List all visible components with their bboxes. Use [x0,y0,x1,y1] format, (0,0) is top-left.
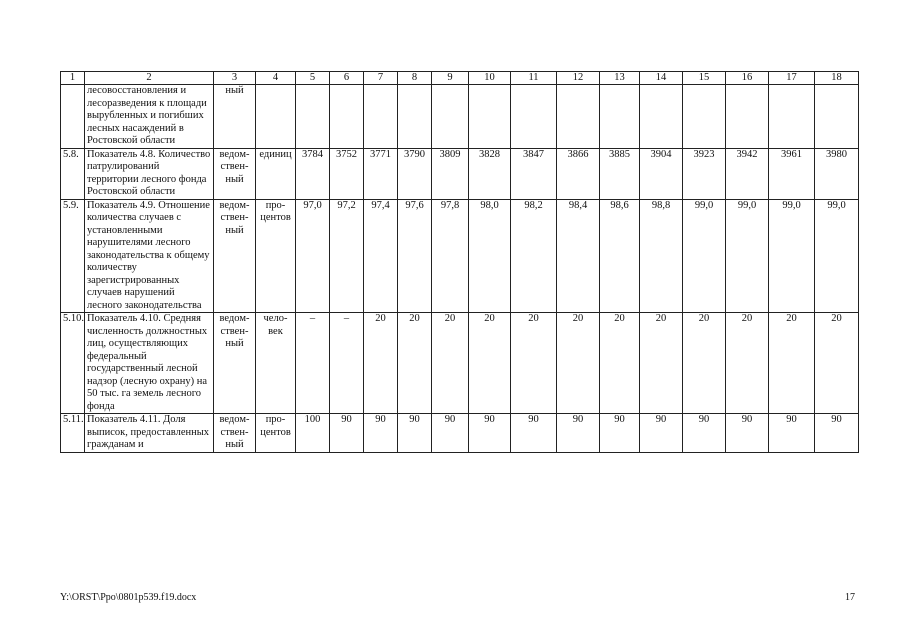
table-row [61,313,859,414]
year-value-cell [469,85,511,149]
year-value-cell: 90 [769,414,815,453]
year-value-cell: 20 [511,313,557,414]
column-number-1: 1 [61,72,85,85]
year-value-cell: 99,0 [726,199,769,313]
table-row [61,148,859,199]
column-number-14: 14 [640,72,683,85]
year-value-cell: 97,4 [364,199,398,313]
year-value-cell: 20 [815,313,859,414]
year-value-cell: 98,8 [640,199,683,313]
indicator-name-cell: Показатель 4.9. Отношение количества случаев с установленными нарушителями лесного законодательства к общему количеству зарегистрированных случаев нарушений лесного законодательства [85,199,214,313]
table-row [61,85,859,149]
year-value-cell: 20 [683,313,726,414]
year-value-cell: 3752 [330,148,364,199]
year-value-cell [640,85,683,149]
year-value-cell: 90 [398,414,432,453]
indicator-name-cell: Показатель 4.11. Доля выписок, предоставленных гражданам и [85,414,214,453]
unit-cell [256,85,296,149]
year-value-cell: 3885 [600,148,640,199]
year-value-cell: 3961 [769,148,815,199]
year-value-cell: 20 [557,313,600,414]
year-value-cell: 99,0 [769,199,815,313]
indicator-name-cell: Показатель 4.10. Средняя численность должностных лиц, осуществляющих федеральный государственный лесной надзор (лесную охрану) на 50 тыс. га земель лесного фонда [85,313,214,414]
row-number-cell: 5.9. [61,199,85,313]
row-number-cell: 5.11. [61,414,85,453]
page-number: 17 [845,592,855,603]
indicators-table [60,71,859,453]
year-value-cell: 98,4 [557,199,600,313]
indicator-name-cell: Показатель 4.8. Количество патрулирований территории лесного фонда Ростовской области [85,148,214,199]
year-value-cell [557,85,600,149]
indicator-type-cell: ный [214,85,256,149]
year-value-cell: 3784 [296,148,330,199]
year-value-cell: 90 [330,414,364,453]
year-value-cell: 99,0 [815,199,859,313]
column-number-2: 2 [85,72,214,85]
year-value-cell: – [330,313,364,414]
year-value-cell: 90 [557,414,600,453]
column-number-10: 10 [469,72,511,85]
year-value-cell: 3942 [726,148,769,199]
column-number-16: 16 [726,72,769,85]
year-value-cell: 90 [469,414,511,453]
year-value-cell: 90 [511,414,557,453]
year-value-cell: 90 [600,414,640,453]
year-value-cell [726,85,769,149]
year-value-cell: 3828 [469,148,511,199]
year-value-cell: 3923 [683,148,726,199]
column-number-6: 6 [330,72,364,85]
column-number-17: 17 [769,72,815,85]
year-value-cell: 3904 [640,148,683,199]
column-number-13: 13 [600,72,640,85]
year-value-cell: 97,2 [330,199,364,313]
indicator-type-cell: ведом-ствен-ный [214,148,256,199]
year-value-cell [769,85,815,149]
unit-cell: чело-век [256,313,296,414]
year-value-cell [683,85,726,149]
column-number-5: 5 [296,72,330,85]
year-value-cell: 3771 [364,148,398,199]
year-value-cell: 97,0 [296,199,330,313]
row-number-cell: 5.8. [61,148,85,199]
year-value-cell [364,85,398,149]
column-number-18: 18 [815,72,859,85]
year-value-cell: 98,6 [600,199,640,313]
year-value-cell: 20 [726,313,769,414]
column-number-4: 4 [256,72,296,85]
column-number-11: 11 [511,72,557,85]
year-value-cell: – [296,313,330,414]
year-value-cell: 98,0 [469,199,511,313]
year-value-cell: 99,0 [683,199,726,313]
year-value-cell: 3790 [398,148,432,199]
year-value-cell: 20 [432,313,469,414]
year-value-cell: 98,2 [511,199,557,313]
unit-cell: про-центов [256,199,296,313]
year-value-cell: 3866 [557,148,600,199]
row-number-cell: 5.10. [61,313,85,414]
year-value-cell: 100 [296,414,330,453]
column-number-7: 7 [364,72,398,85]
row-number-cell [61,85,85,149]
year-value-cell [330,85,364,149]
unit-cell: про-центов [256,414,296,453]
unit-cell: единиц [256,148,296,199]
year-value-cell: 97,6 [398,199,432,313]
year-value-cell: 90 [432,414,469,453]
column-number-3: 3 [214,72,256,85]
year-value-cell: 90 [683,414,726,453]
year-value-cell [815,85,859,149]
year-value-cell: 20 [364,313,398,414]
footer-file-path: Y:\ORST\Ppo\0801p539.f19.docx [60,592,197,603]
year-value-cell: 3809 [432,148,469,199]
year-value-cell [398,85,432,149]
column-number-9: 9 [432,72,469,85]
column-number-8: 8 [398,72,432,85]
year-value-cell: 20 [398,313,432,414]
year-value-cell [296,85,330,149]
year-value-cell: 20 [469,313,511,414]
column-number-row [61,72,859,85]
year-value-cell [600,85,640,149]
year-value-cell: 90 [815,414,859,453]
column-number-15: 15 [683,72,726,85]
table-body [61,72,859,453]
indicator-type-cell: ведом-ствен-ный [214,313,256,414]
year-value-cell: 3847 [511,148,557,199]
year-value-cell: 90 [364,414,398,453]
year-value-cell: 3980 [815,148,859,199]
year-value-cell [432,85,469,149]
indicator-type-cell: ведом-ствен-ный [214,414,256,453]
year-value-cell: 20 [600,313,640,414]
year-value-cell: 97,8 [432,199,469,313]
table-row [61,199,859,313]
year-value-cell: 90 [726,414,769,453]
year-value-cell: 20 [640,313,683,414]
column-number-12: 12 [557,72,600,85]
year-value-cell: 90 [640,414,683,453]
table-row [61,414,859,453]
year-value-cell: 20 [769,313,815,414]
indicator-type-cell: ведом-ствен-ный [214,199,256,313]
indicator-name-cell: лесовосстановления и лесоразведения к площади вырубленных и погибших лесных насаждений в Ростовской области [85,85,214,149]
year-value-cell [511,85,557,149]
